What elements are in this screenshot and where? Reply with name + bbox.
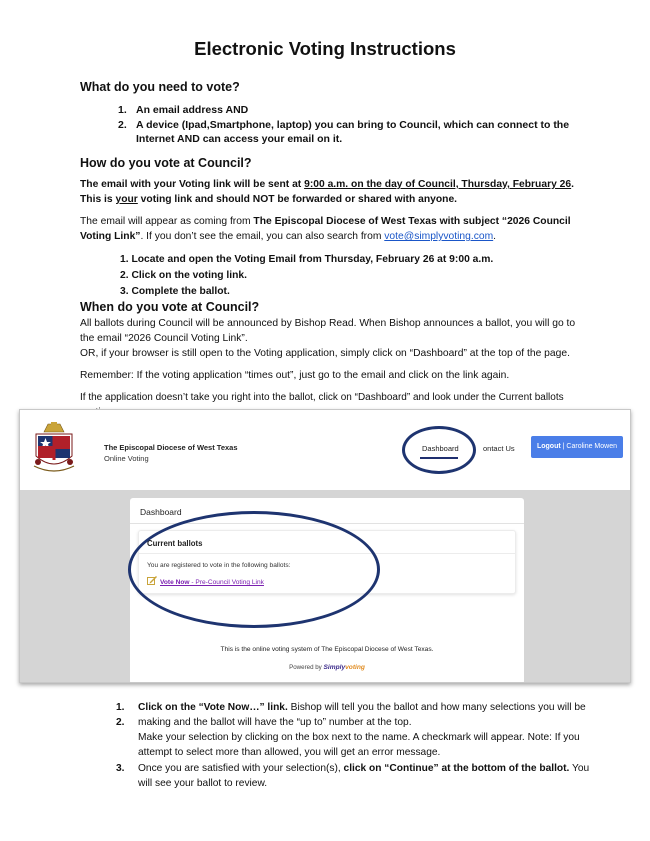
highlight-ring-dashboard [402,426,476,474]
requirements-list [118,103,588,147]
voting-app-screenshot [19,409,631,683]
email-sender-paragraph: The email will appear as coming from The Episcopal Diocese of West Texas with subject “2026 Council Voting Link”. If you don’t see the email, you can also search from vote@simplyvoting.com. [80,216,571,242]
list-item: 1. Locate and open the Voting Email from Thursday, February 26 at 9:00 a.m. [120,254,494,265]
vote-now-link[interactable]: Vote Now - Pre-Council Voting Link [160,579,264,586]
powered-by: Powered by Simplyvoting [289,664,365,671]
list-item: 1. Click on the “Vote Now…” link. Bishop will tell you the ballot and how many selections you will be [116,702,586,713]
app-header [20,410,630,490]
page-title: Electronic Voting Instructions [194,38,456,59]
list-item: 3. Once you are satisfied with your selection(s), click on “Continue” at the bottom of the ballot. You will see your ballot to review. [116,763,590,789]
registered-text: You are registered to vote in the following ballots: [147,562,291,569]
voting-steps-list [120,252,590,300]
announce-paragraph: All ballots during Council will be announced by Bishop Read. When Bishop announces a ballot, you will go to the email “2026 Council Voting Link”. [80,318,576,344]
section-heading-how: How do you vote at Council? [80,156,252,170]
section-heading-need: What do you need to vote? [80,80,240,94]
voting-link-paragraph: The email with your Voting link will be sent at 9:00 a.m. on the day of Council, Thursday, February 26. This is your voting link and should NOT be forwarded or shared with anyone. [80,179,574,205]
dashboard-paragraph: OR, if your browser is still open to the Voting application, simply click on “Dashboard” at the top of the page. [80,348,570,359]
diocese-crest-icon [30,422,78,480]
support-email-link[interactable]: vote@simplyvoting.com [384,231,494,242]
current-ballots-title: Current ballots [147,539,203,548]
current-ballots-paragraph: If the application doesn’t take you right into the ballot, click on “Dashboard” and look under the Current ballots [80,392,564,403]
list-item: 2. A device (Ipad,Smartphone, laptop) you can bring to Council, which can connect to the Internet AND can access your email on it. [118,119,570,145]
highlight-ring-ballots [128,511,380,628]
org-name: The Episcopal Diocese of West Texas [104,443,238,452]
dashboard-title: Dashboard [130,498,524,524]
section-heading-when: When do you vote at Council? [80,300,260,314]
list-item: 3. Complete the ballot. [120,286,230,297]
footer-text: This is the online voting system of The Episcopal Diocese of West Texas. [220,646,434,653]
org-subtitle: Online Voting [104,454,149,463]
simply-voting-logo: Simplyvoting [323,664,365,671]
list-item: 2. Click on the voting link. [120,270,248,281]
timeout-paragraph: Remember: If the voting application “times out”, just go to the email and click on the link again. [80,370,510,381]
nav-dashboard[interactable]: Dashboard [422,444,459,453]
list-item: 1. An email address AND [118,104,249,116]
ballot-instructions-list [116,700,596,791]
nav-contact-us[interactable]: ontact Us [483,444,515,453]
logout-button[interactable]: Logout | Caroline Mowen [531,436,623,458]
list-item: 2. making and the ballot will have the “up to” number at the top. Make your selection by clicking on the box next to the name. A checkmark will appear. Note: If you attempt to select more than allowed, you will get an error message. [116,717,580,758]
